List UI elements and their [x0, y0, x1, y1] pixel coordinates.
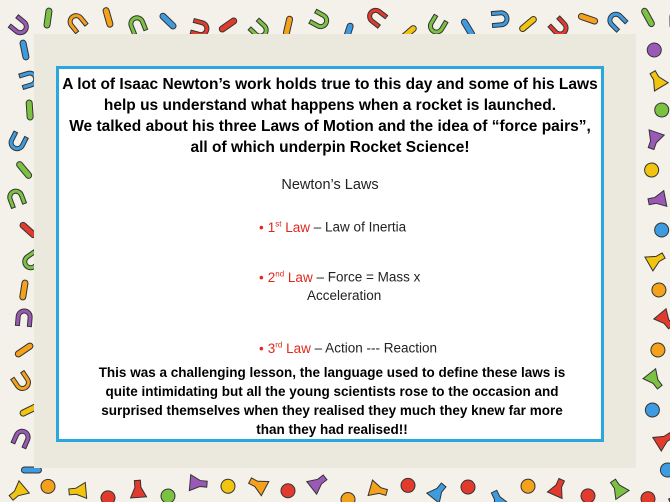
- magnet-icon: [6, 131, 28, 153]
- bulb-icon: [660, 463, 670, 478]
- law-description-cont: Acceleration: [307, 287, 382, 303]
- magnet-icon: [126, 13, 147, 35]
- flask-icon: [307, 471, 330, 494]
- test-tube-icon: [159, 12, 178, 30]
- bulb-icon: [650, 343, 665, 358]
- law-description: – Action --- Reaction: [314, 340, 437, 356]
- test-tube-icon: [44, 8, 53, 29]
- closing-line: than they had realised!!: [256, 422, 408, 437]
- flask-icon: [644, 130, 665, 151]
- bulb-icon: [219, 477, 237, 495]
- law-description: – Law of Inertia: [313, 219, 407, 235]
- bulb-icon: [643, 162, 659, 178]
- law-item-1: [259, 215, 406, 237]
- bulb-icon: [578, 486, 598, 502]
- test-tube-icon: [218, 17, 238, 33]
- bullet-icon: •: [259, 269, 264, 285]
- flask-icon: [653, 428, 670, 451]
- intro-line: A lot of Isaac Newton’s work holds true to this day and some of his Laws: [62, 76, 598, 93]
- law-number: 3rd Law: [267, 340, 311, 356]
- magnet-icon: [8, 15, 31, 38]
- laws-heading: Newton’s Laws: [281, 177, 379, 193]
- magnet-icon: [15, 308, 32, 326]
- flask-icon: [487, 488, 509, 502]
- flask-icon: [645, 249, 668, 271]
- closing-line: quite intimidating but all the young scientists rose to the occasion and: [105, 384, 559, 399]
- magnet-icon: [65, 10, 88, 33]
- flask-icon: [368, 480, 389, 500]
- test-tube-icon: [641, 7, 656, 27]
- flask-icon: [646, 68, 668, 91]
- magnet-icon: [309, 9, 332, 31]
- flask-icon: [666, 487, 670, 502]
- flask-icon: [643, 369, 666, 392]
- test-tube-icon: [26, 100, 33, 120]
- intro-text: [59, 74, 601, 158]
- magnet-icon: [605, 9, 628, 32]
- bullet-icon: •: [259, 340, 264, 356]
- test-tube-icon: [518, 15, 537, 32]
- bulb-icon: [280, 483, 296, 499]
- magnet-icon: [11, 427, 33, 449]
- bulb-icon: [645, 40, 664, 59]
- bulb-icon: [340, 492, 355, 502]
- law-item-2: [259, 265, 420, 305]
- law-number: 1st Law: [267, 219, 311, 235]
- magnet-icon: [364, 5, 387, 28]
- bulb-icon: [160, 488, 177, 502]
- law-description: – Force = Mass x: [316, 269, 421, 285]
- test-tube-icon: [102, 7, 113, 28]
- flask-icon: [6, 481, 29, 502]
- content-card: [56, 66, 604, 442]
- magnet-icon: [5, 187, 26, 209]
- bulb-icon: [401, 478, 415, 492]
- test-tube-icon: [19, 280, 28, 301]
- bullet-icon: •: [259, 219, 264, 235]
- closing-text: [69, 363, 595, 439]
- test-tube-icon: [19, 40, 29, 61]
- bulb-icon: [98, 488, 118, 502]
- test-tube-icon: [578, 13, 599, 25]
- test-tube-icon: [14, 342, 34, 358]
- flask-icon: [246, 474, 269, 496]
- flask-icon: [606, 476, 629, 499]
- flask-icon: [129, 480, 146, 498]
- magnet-icon: [11, 371, 34, 394]
- bulb-icon: [654, 223, 669, 238]
- flask-icon: [654, 309, 670, 332]
- law-item-3: [259, 336, 437, 358]
- bulb-icon: [643, 400, 662, 419]
- bulb-icon: [38, 477, 58, 497]
- bulb-icon: [461, 480, 475, 494]
- bulb-icon: [652, 101, 670, 120]
- closing-line: This was a challenging lesson, the language used to define these laws is: [98, 365, 566, 380]
- flask-icon: [427, 480, 450, 502]
- intro-line: We talked about his three Laws of Motion and the idea of “force pairs”,: [69, 118, 591, 135]
- test-tube-icon: [15, 160, 32, 179]
- flask-icon: [68, 482, 86, 499]
- intro-line: all of which underpin Rocket Science!: [190, 139, 470, 156]
- closing-line: surprised themselves when they realised they much they knew far more: [101, 403, 563, 418]
- bulb-icon: [518, 476, 538, 496]
- law-number: 2nd Law: [267, 269, 313, 285]
- magnet-icon: [491, 10, 509, 27]
- flask-icon: [189, 475, 207, 492]
- bulb-icon: [638, 489, 658, 502]
- flask-icon: [647, 191, 667, 210]
- bulb-icon: [651, 282, 667, 298]
- intro-line: help us understand what happens when a rocket is launched.: [103, 97, 557, 114]
- flask-icon: [547, 476, 569, 498]
